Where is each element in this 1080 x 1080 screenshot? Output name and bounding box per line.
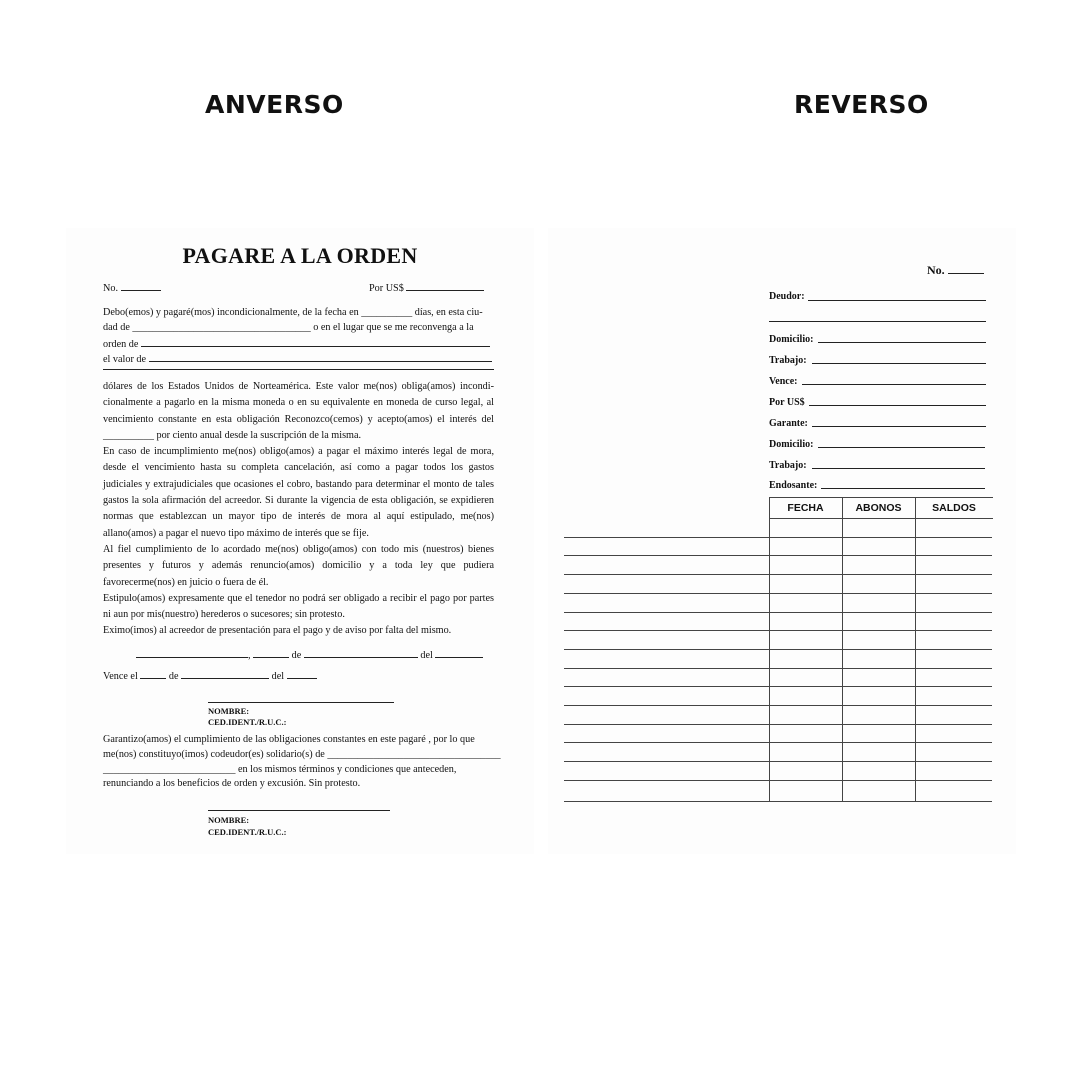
year-blank: [435, 647, 483, 658]
guarantee-line-4: renunciando a los beneficios de orden y excusión. Sin protesto.: [103, 778, 361, 789]
table-row-line: [564, 593, 992, 594]
back-number-label: No.: [927, 263, 945, 277]
back-number-blank: [948, 263, 984, 274]
address-blank: [818, 342, 986, 343]
day-blank: [253, 647, 289, 658]
body-paragraph: Al fiel cumplimiento de lo acordado me(nos) obligo(amos) con todo mis (nuestros) bienes presentes y futuros y además renuncio(amos) domicilio y a toda ley que pudiera favorecerme(nos) en juicio o fuera de él.: [103, 543, 494, 588]
guarantor-blank: [812, 426, 986, 427]
signature-id-1: CED.IDENT./R.U.C.:: [208, 717, 287, 727]
number-field: [103, 280, 161, 296]
debtor-blank: [808, 300, 986, 301]
number-blank: [121, 280, 161, 291]
signature-line-1: [208, 702, 394, 703]
date-sep: ,: [248, 650, 251, 661]
endorser-blank: [821, 488, 985, 489]
table-row-line: [564, 686, 992, 687]
signature-name-1: NOMBRE:: [208, 706, 250, 716]
column-date: FECHA: [787, 502, 824, 514]
body-paragraph: Estipulo(amos) expresamente que el tenedor no podrá ser obligado a recibir el pago por partes ni aun por mis(nuestro) herederos o sucesores; sin protesto.: [103, 592, 494, 621]
orden-blank: [141, 336, 490, 347]
due-de: de: [168, 671, 179, 682]
guarantee-line-1: Garantizo(amos) el cumplimiento de las obligaciones constantes en este pagaré , por lo que: [103, 734, 475, 745]
due-blank-back: [802, 384, 986, 385]
intro-line-4: [103, 351, 492, 367]
table-row-line: [564, 612, 992, 613]
number-label: No.: [103, 283, 118, 294]
table-header-line: [769, 518, 993, 519]
date-del: del: [420, 650, 433, 661]
due-del: del: [271, 671, 285, 682]
guarantee-line-2: me(nos) constituyo(imos) codeudor(es) solidario(s) de __________________________________: [103, 749, 501, 760]
intro-line-1: Debo(emos) y pagaré(mos) incondicionalmente, de la fecha en __________ días, en esta ciu-: [103, 307, 483, 318]
due-day-blank: [140, 668, 166, 679]
month-blank: [304, 647, 418, 658]
date-de: de: [291, 650, 302, 661]
body-paragraph: dólares de los Estados Unidos de Norteamérica. Este valor me(nos) obliga(amos) incondi- cionalmente a pagarlo en la misma moneda o en su equivalente en moneda de curso legal, al vencimiento constante en esta obligación Reconozco(cemos) y acepto(amos) el interés del __________ por ciento anual desde la suscripción de la misma.: [103, 381, 494, 441]
signature-line-2: [208, 810, 390, 811]
signature-id-2: CED.IDENT./R.U.C.:: [208, 827, 287, 837]
body-paragraph: En caso de incumplimiento me(nos) obligo(amos) a pagar el máximo interés legal de mora, desde el vencimiento hasta su completa cancelación, así como a pagar todos los gastos judiciales y extrajudiciales que ocasiones el cobro, bastando para determinar el monto de tales gastos la sola afirmación del acreedor. Si durante la vigencia de esta obligación, se expidieren normas que establezcan un mayor tipo de interés de mora al aquí estipulado, me(nos) allano(amos) a pagar el nuevo tipo máximo de interés que se fije.: [103, 446, 494, 539]
table-row-line: [564, 649, 992, 650]
table-row-line: [564, 742, 992, 743]
date-line: [136, 647, 483, 663]
table-row-line: [564, 761, 992, 762]
guarantor-work-label: Trabajo:: [769, 460, 807, 471]
table-top-border: [769, 497, 993, 498]
endorser-label: Endosante:: [769, 480, 818, 491]
column-payments: ABONOS: [855, 502, 902, 514]
due-month-blank: [181, 668, 269, 679]
guarantor-work-blank: [812, 468, 985, 469]
work-label: Trabajo:: [769, 355, 807, 366]
due-label-back: Vence:: [769, 376, 798, 387]
promissory-note-back: [548, 228, 1016, 854]
place-blank: [136, 647, 248, 658]
amount-label: Por US$: [369, 283, 404, 294]
debtor-label: Deudor:: [769, 291, 805, 302]
guarantee-line-3: __________________________ en los mismos términos y condiciones que anteceden,: [103, 764, 457, 775]
address-label: Domicilio:: [769, 334, 814, 345]
table-row-line: [564, 724, 992, 725]
column-balance: SALDOS: [932, 502, 976, 514]
amount-blank: [406, 280, 484, 291]
amount-field: [369, 280, 484, 296]
intro-line-3: [103, 336, 490, 352]
due-label: Vence el: [103, 671, 138, 682]
intro-line-2: dad de ___________________________________ o en el lugar que se me reconvenga a la: [103, 322, 474, 333]
value-blank-2: [103, 369, 494, 370]
amount-blank-back: [809, 405, 986, 406]
table-row-line: [564, 537, 992, 538]
value-blank: [149, 351, 492, 362]
table-row-line: [564, 574, 992, 575]
back-heading: REVERSO: [794, 90, 929, 119]
orden-label: orden de: [103, 339, 139, 350]
front-heading: ANVERSO: [205, 90, 344, 119]
table-row-line: [564, 555, 992, 556]
guarantor-label: Garante:: [769, 418, 808, 429]
table-row-line: [564, 705, 992, 706]
back-number-field: [927, 263, 984, 277]
due-year-blank: [287, 668, 317, 679]
table-row-line: [564, 801, 992, 802]
table-row-line: [564, 780, 992, 781]
debtor-blank-2: [769, 321, 986, 322]
due-date-line: [103, 668, 317, 684]
signature-name-2: NOMBRE:: [208, 815, 250, 825]
body-paragraph: Eximo(imos) al acreedor de presentación para el pago y de aviso por falta del mismo.: [103, 625, 452, 637]
promissory-note-front: [66, 228, 534, 854]
guarantor-address-blank: [818, 447, 985, 448]
note-body: [103, 379, 494, 640]
value-label: el valor de: [103, 354, 146, 365]
amount-label-back: Por US$: [769, 397, 805, 408]
work-blank: [812, 363, 986, 364]
document-title: PAGARE A LA ORDEN: [182, 243, 418, 268]
guarantor-address-label: Domicilio:: [769, 439, 814, 450]
table-row-line: [564, 630, 992, 631]
table-row-line: [564, 668, 992, 669]
